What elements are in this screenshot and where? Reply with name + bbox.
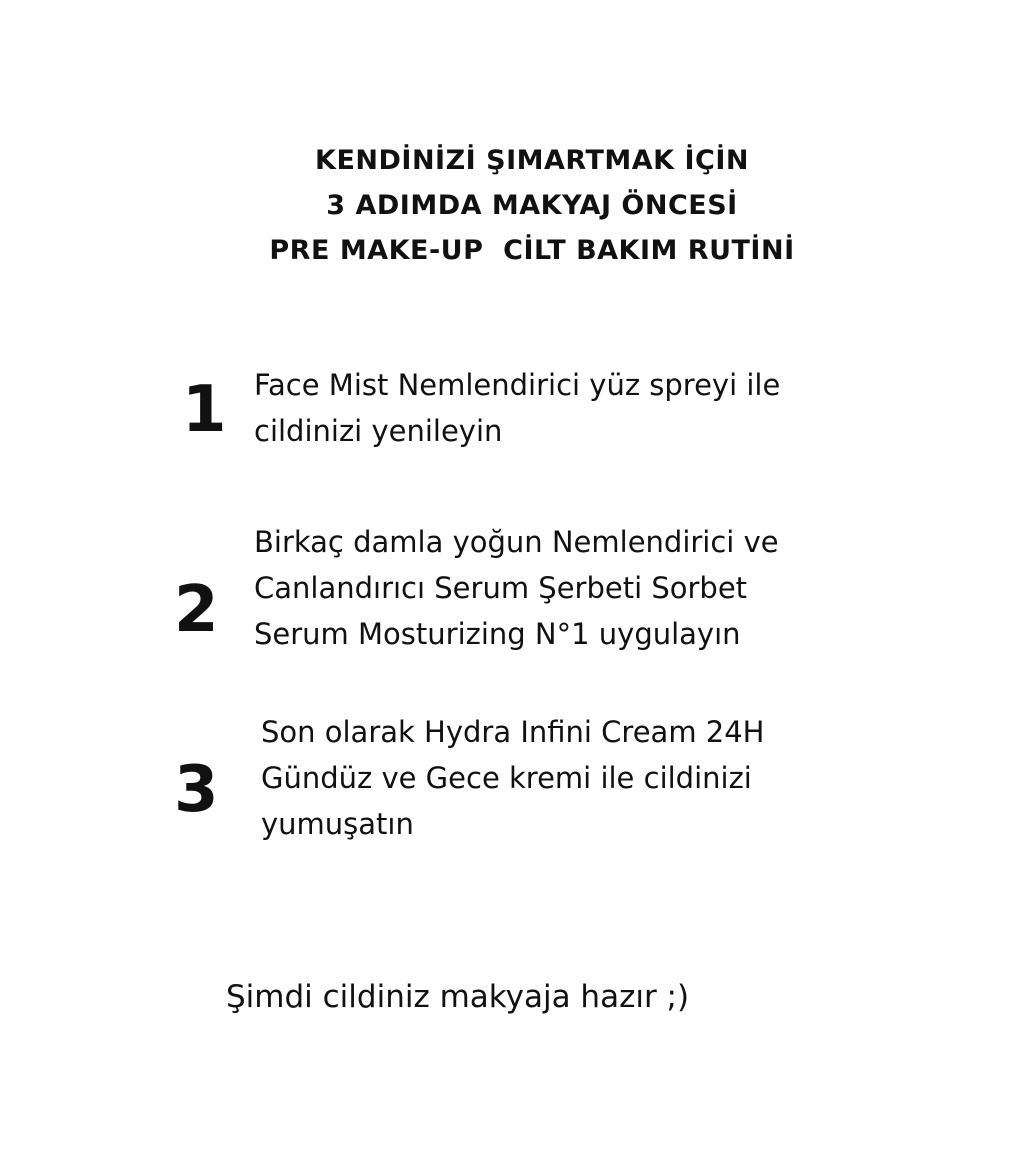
step-2-line-3: Serum Mosturizing N°1 uygulayın — [254, 617, 741, 651]
step-3-line-1: Son olarak Hydra Infini Cream 24H — [261, 715, 765, 749]
step-3-line-3: yumuşatın — [261, 807, 414, 841]
step-1-number: 1 — [182, 373, 227, 447]
step-3-text — [261, 709, 765, 847]
title-line-3: PRE MAKE-UP CİLT BAKIM RUTİNİ — [269, 235, 795, 266]
title-line-2: 3 ADIMDA MAKYAJ ÖNCESİ — [326, 190, 738, 221]
step-3-number: 3 — [174, 753, 219, 827]
step-1-line-2: cildinizi yenileyin — [254, 414, 503, 448]
title-line-1: KENDİNİZİ ŞIMARTMAK İÇİN — [315, 145, 749, 176]
closing-message: Şimdi cildiniz makyaja hazır ;) — [226, 979, 690, 1015]
step-1-line-1: Face Mist Nemlendirici yüz spreyi ile — [254, 368, 781, 402]
step-2-text — [254, 519, 779, 657]
step-2-number: 2 — [174, 573, 219, 647]
step-2-line-1: Birkaç damla yoğun Nemlendirici ve — [254, 525, 779, 559]
step-3-line-2: Gündüz ve Gece kremi ile cildinizi — [261, 761, 752, 795]
step-2-line-2: Canlandırıcı Serum Şerbeti Sorbet — [254, 571, 748, 605]
page-title — [0, 138, 1024, 273]
step-1-text — [254, 362, 780, 454]
